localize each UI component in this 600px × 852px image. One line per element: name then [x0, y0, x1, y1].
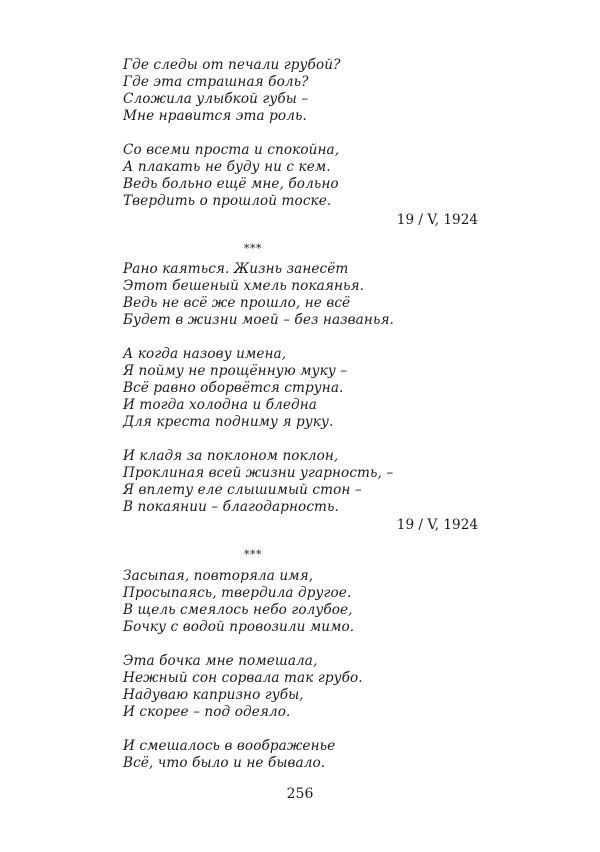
poem-line: Твердить о прошлой тоске.	[123, 193, 332, 209]
poem-line: Со всеми проста и спокойна,	[123, 142, 340, 158]
poem-line: Эта бочка мне помешала,	[123, 653, 318, 669]
poem-line: И смешалось в воображенье	[123, 738, 336, 754]
poem-line: Просыпаясь, твердила другое.	[123, 585, 352, 601]
page-number: 256	[286, 786, 314, 802]
poem-line: Будет в жизни моей – без названья.	[123, 312, 394, 328]
poem-line: Где эта страшная боль?	[123, 74, 309, 90]
poem-line: В щель смеялось небо голубое,	[123, 602, 353, 618]
poem-line: И скорее – под одеяло.	[123, 704, 291, 720]
poem-line: Ведь больно ещё мне, больно	[123, 176, 339, 192]
poem-line: И кладя за поклоном поклон,	[123, 448, 339, 464]
poem-line: Этот бешеный хмель покаянья.	[123, 278, 365, 294]
section-separator: ***	[244, 242, 262, 255]
poem-line: И тогда холодна и бледна	[123, 397, 317, 413]
poem-line: Мне нравится эта роль.	[123, 108, 307, 124]
poem-line: Я пойму не прощённую муку –	[123, 363, 348, 379]
poem-line: А плакать не буду ни с кем.	[123, 159, 331, 175]
poem-line: Где следы от печали грубой?	[123, 57, 341, 73]
poem-line: А когда назову имена,	[123, 346, 287, 362]
poem-line: Нежный сон сорвала так грубо.	[123, 670, 363, 686]
poem-line: Сложила улыбкой губы –	[123, 91, 309, 107]
poem-line: Засыпая, повторяла имя,	[123, 568, 314, 584]
poem-line: Ведь не всё же прошло, не всё	[123, 295, 351, 311]
poem-line: В покаянии – благодарность.	[123, 499, 339, 515]
poem-line: Я вплету еле слышимый стон –	[123, 482, 362, 498]
poem-line: Всё равно оборвётся струна.	[123, 380, 344, 396]
poem-date: 19 / V, 1924	[396, 212, 478, 228]
poem-line: Рано каяться. Жизнь занесёт	[123, 261, 349, 277]
poem-date: 19 / V, 1924	[396, 517, 478, 533]
poem-line: Надуваю капризно губы,	[123, 687, 304, 703]
section-separator: ***	[244, 548, 262, 561]
poem-line: Проклиная всей жизни угарность, –	[123, 465, 394, 481]
poem-line: Всё, что было и не бывало.	[123, 755, 326, 771]
poem-line: Для креста подниму я руку.	[123, 414, 334, 430]
poem-line: Бочку с водой провозили мимо.	[123, 619, 355, 635]
